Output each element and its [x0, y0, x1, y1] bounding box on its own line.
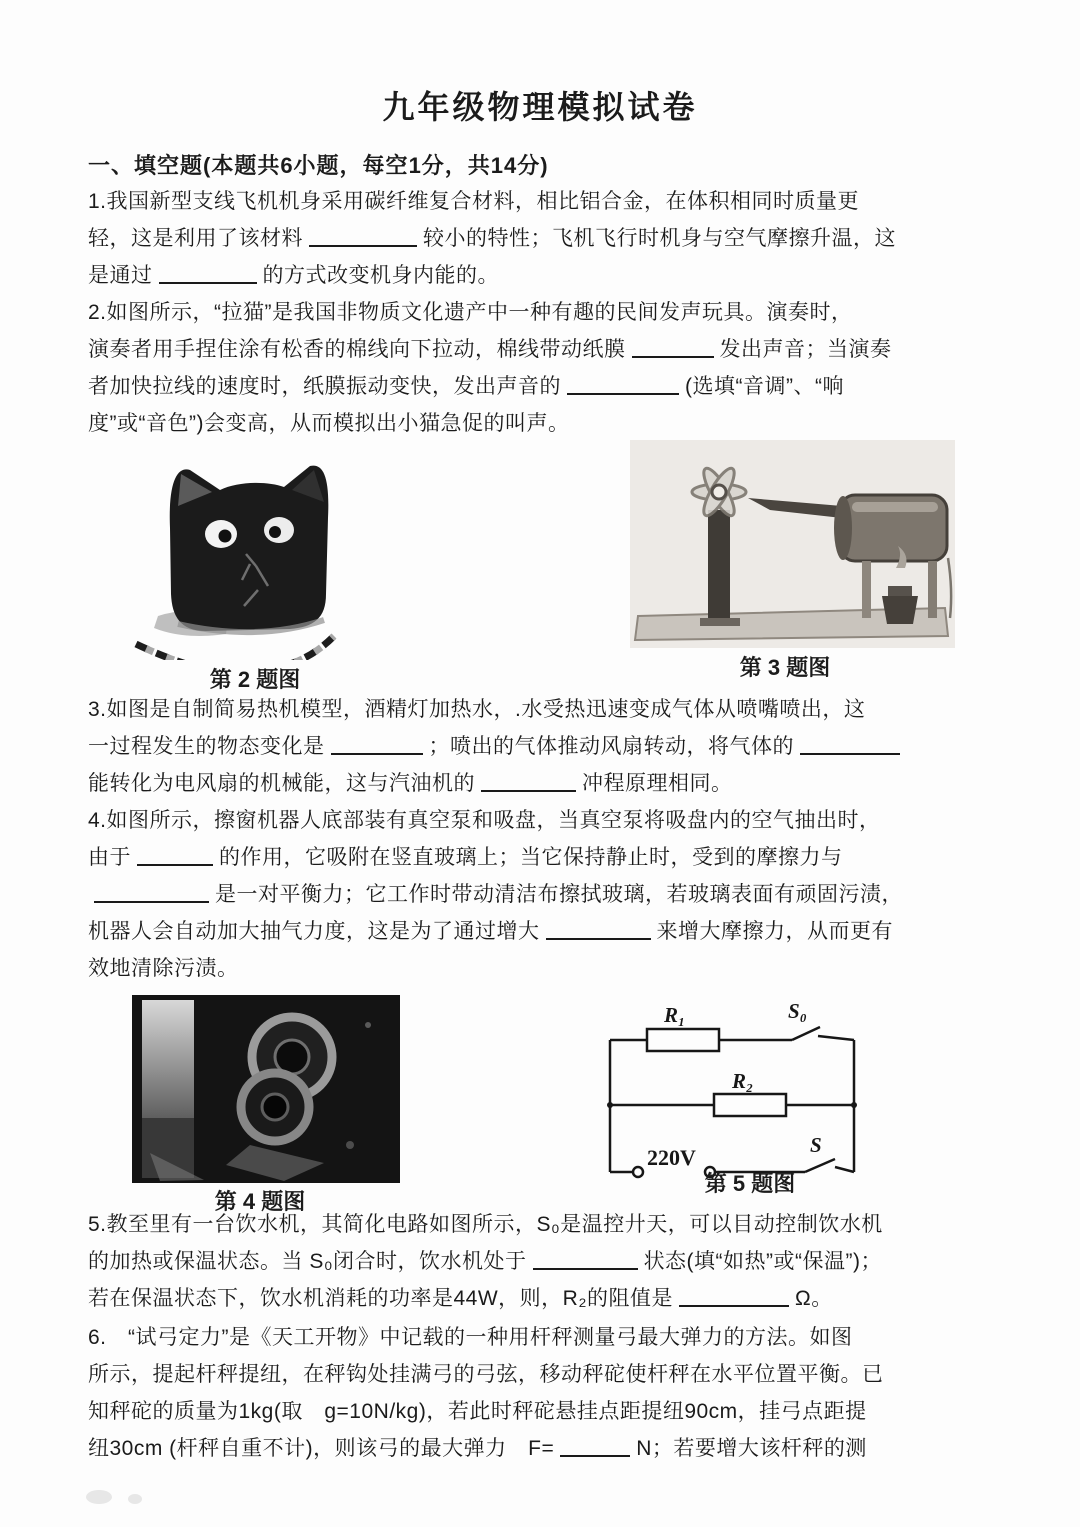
text-segment: N；若要增大该杆秤的测: [636, 1437, 867, 1460]
heat-engine-image: [630, 440, 955, 648]
text-segment: 若在保温状态下，饮水机消耗的功率是44W，则，R₂的阻值是: [88, 1287, 673, 1310]
question-text-layer: [88, 0, 1018, 1527]
text-segment: 知秤砣的质量为1kg(取 g=10N/kg)，若此时秤砣悬挂点距提纽90cm，挂弓点距提: [88, 1400, 867, 1423]
text-segment: Ω。: [795, 1287, 833, 1310]
s0-label: S₀: [788, 1000, 808, 1023]
text-segment: 是一对平衡力；它工作时带动清洁布擦拭玻璃，若玻璃表面有顽固污渍，: [215, 883, 903, 906]
circuit-figure: [592, 1000, 892, 1195]
answer-blank: [679, 1289, 789, 1307]
text-segment: 2.如图所示，“拉猫”是我国非物质文化遗产中一种有趣的民间发声玩具。演奏时，: [88, 301, 853, 324]
section-heading: 一、填空题(本题共6小题，每空1分，共14分): [88, 153, 549, 178]
text-segment: 度”或“音色”)会变高，从而模拟出小猫急促的叫声。: [88, 412, 570, 435]
answer-blank: [800, 737, 900, 755]
answer-blank: [137, 848, 213, 866]
text-line: [88, 225, 896, 253]
text-line: [88, 262, 499, 290]
text-line: [88, 844, 843, 872]
text-line: [88, 1361, 884, 1389]
figure-5-caption: 第 5 题图: [704, 1171, 796, 1196]
text-line: [88, 918, 893, 946]
figure-2-caption: 第 2 题图: [209, 667, 301, 692]
answer-blank: [159, 266, 257, 284]
answer-blank: [94, 885, 209, 903]
page-title: 九年级物理模拟试卷: [382, 89, 698, 125]
r2-label: R₂: [732, 1069, 754, 1093]
text-line: [88, 696, 865, 724]
text-line: [88, 373, 844, 401]
text-segment: 轻，这是利用了该材料: [88, 227, 303, 250]
text-line: [88, 1285, 833, 1313]
cat-toy-figure: [118, 448, 398, 665]
text-segment: 所示，提起杆秤提纽，在秤钩处挂满弓的弓弦，移动秤砣使杆秤在水平位置平衡。已: [88, 1363, 884, 1386]
answer-blank: [481, 774, 576, 792]
text-segment: 状态(填“如热”或“保温”)；: [643, 1250, 883, 1273]
text-segment: 效地清除污渍。: [88, 957, 239, 980]
text-segment: 发出声音；当演奏: [719, 338, 892, 361]
text-line: [88, 807, 881, 835]
text-segment: 5.教至里有一台饮水机，其简化电路如图所示，S₀是温控廾天，可以目动控制饮水机: [88, 1213, 883, 1236]
text-segment: 由于: [88, 846, 131, 869]
text-line: [88, 1248, 882, 1276]
text-segment: (选填“音调”、“响: [685, 375, 844, 398]
text-line: [88, 410, 569, 438]
text-line: [88, 881, 903, 909]
scan-smudge: [86, 1490, 112, 1504]
text-segment: 者加快拉线的速度时，纸膜振动变快，发出声音的: [88, 375, 561, 398]
answer-blank: [533, 1252, 638, 1270]
text-segment: 来增大摩擦力，从而更有: [656, 920, 893, 943]
text-segment: 纽30cm (杆秤自重不计)，则该弓的最大弹力 F=: [88, 1437, 555, 1460]
r1-label: R₁: [664, 1003, 686, 1027]
text-segment: 的加热或保温状态。当 S₀闭合时，饮水机处于: [88, 1250, 527, 1273]
text-line: [88, 733, 906, 761]
cleaning-robot-figure: [132, 995, 400, 1188]
text-segment: 3.如图是自制简易热机模型，酒精灯加热水，.水受热迅速变成气体从喷嘴喷出，这: [88, 698, 866, 721]
answer-blank: [560, 1439, 630, 1457]
answer-blank: [309, 229, 417, 247]
cat-toy-image: [118, 448, 398, 660]
text-segment: 的方式改变机身内能的。: [262, 264, 499, 287]
voltage-label: 220V: [647, 1145, 696, 1170]
text-segment: 机器人会自动加大抽气力度，这是为了通过增大: [88, 920, 540, 943]
text-line: [88, 188, 859, 216]
answer-blank: [632, 340, 714, 358]
text-segment: 4.如图所示，擦窗机器人底部装有真空泵和吸盘，当真空泵将吸盘内的空气抽出时，: [88, 809, 881, 832]
scan-smudge: [128, 1494, 142, 1504]
answer-blank: [331, 737, 423, 755]
heat-engine-figure: [630, 440, 955, 653]
answer-blank: [546, 922, 651, 940]
text-line: [88, 1435, 867, 1463]
figure-3-caption: 第 3 题图: [739, 655, 831, 680]
text-line: [88, 770, 733, 798]
text-segment: 冲程原理相同。: [582, 772, 733, 795]
answer-blank: [567, 377, 679, 395]
text-line: [88, 1398, 867, 1426]
text-segment: 较小的特性；飞机飞行时机身与空气摩擦升温，这: [423, 227, 896, 250]
text-segment: 一过程发生的物态变化是: [88, 735, 325, 758]
circuit-diagram: [592, 1000, 892, 1190]
s-label: S: [810, 1133, 822, 1157]
text-segment: 的作用，它吸附在竖直玻璃上；当它保持静止时，受到的摩擦力与: [219, 846, 843, 869]
text-line: [88, 1324, 853, 1352]
text-segment: 1.我国新型支线飞机机身采用碳纤维复合材料，相比铝合金，在体积相同时质量更: [88, 190, 860, 213]
figure-4-caption: 第 4 题图: [214, 1189, 306, 1214]
text-line: [88, 299, 853, 327]
text-segment: 6. “试弓定力”是《天工开物》中记载的一种用杆秤测量弓最大弹力的方法。如图: [88, 1326, 853, 1349]
text-segment: 是通过: [88, 264, 153, 287]
text-segment: 演奏者用手捏住涂有松香的棉线向下拉动，棉线带动纸膜: [88, 338, 626, 361]
text-segment: 能转化为电风扇的机械能，这与汽油机的: [88, 772, 475, 795]
cleaning-robot-image: [132, 995, 400, 1183]
text-segment: ；喷出的气体推动风扇转动，将气体的: [428, 735, 794, 758]
text-line: [88, 955, 239, 983]
text-line: [88, 336, 892, 364]
